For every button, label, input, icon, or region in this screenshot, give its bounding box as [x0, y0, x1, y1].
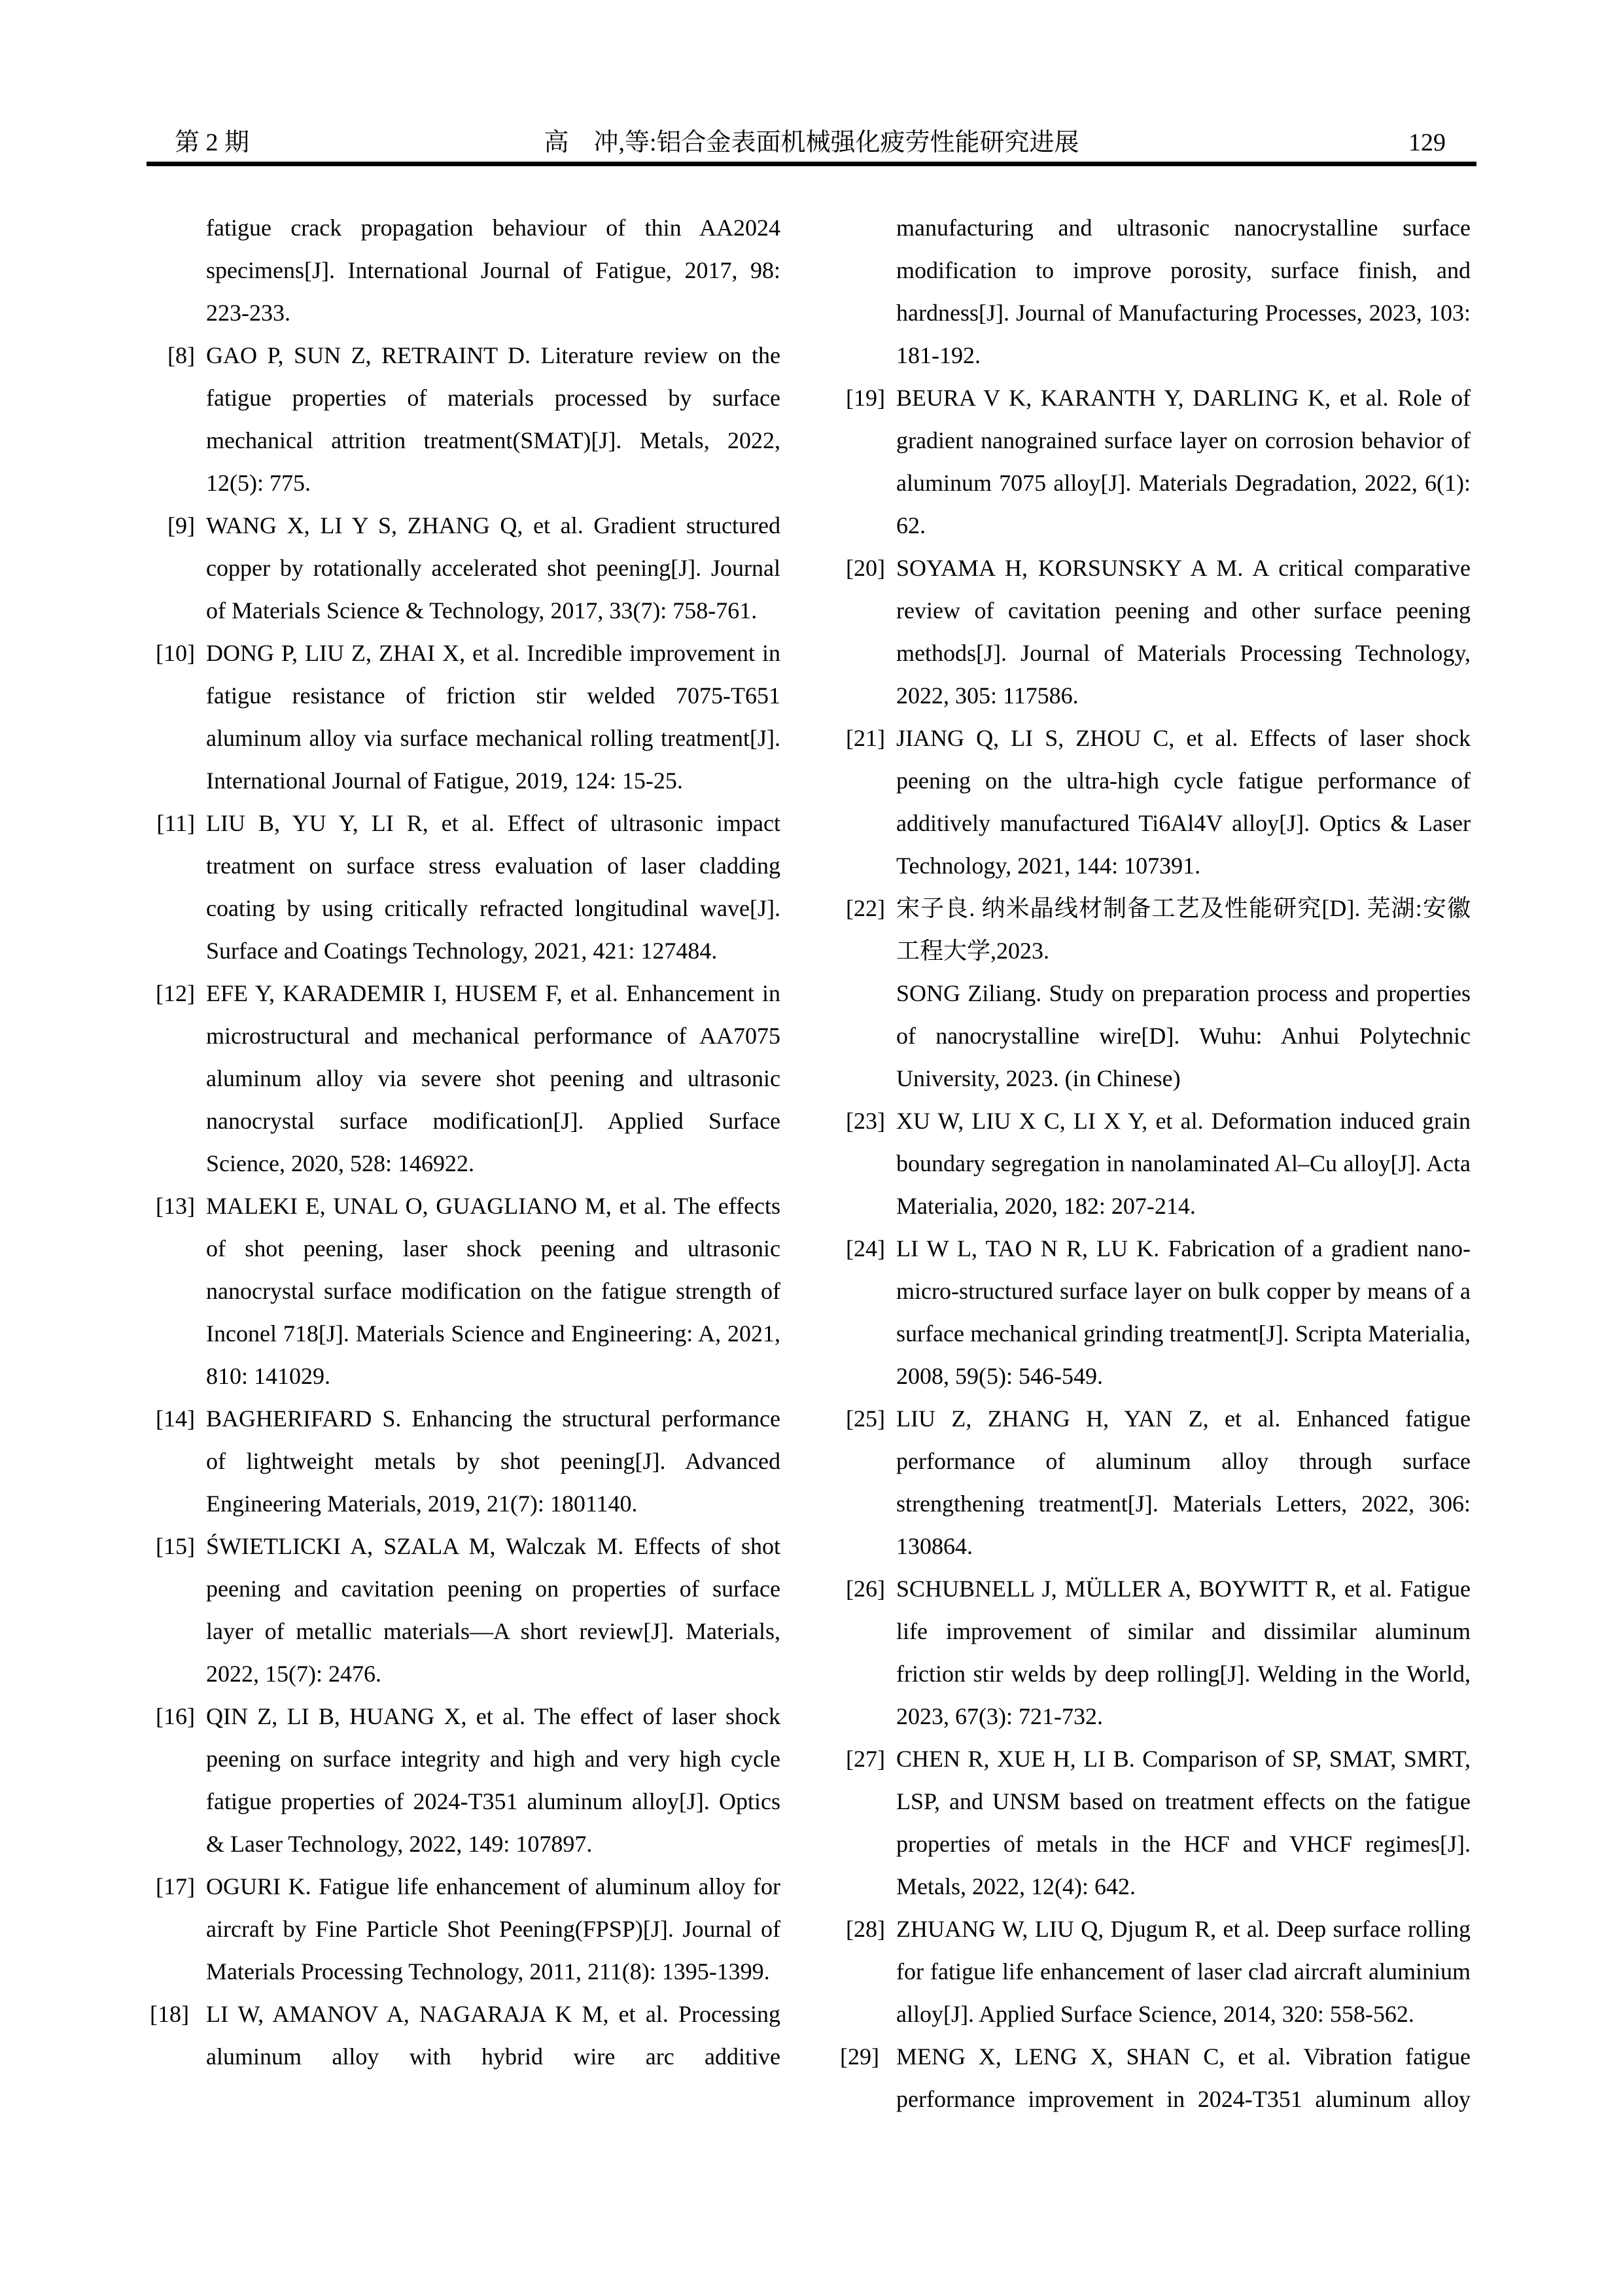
reference-text: ZHUANG W, LIU Q, Djugum R, et al. Deep surface rolling for fatigue life enhancement of laser clad aircraft aluminium alloy[J]. Applied Surface Science, 2014, 320: 558-562. — [896, 1916, 1471, 2027]
reference-number: [9] — [167, 512, 195, 539]
reference-entry — [846, 377, 1471, 547]
reference-entry — [846, 1100, 1471, 1227]
reference-text: OGURI K. Fatigue life enhancement of aluminum alloy for aircraft by Fine Particle Shot Peening(FPSP)[J]. Journal of Materials Processing Technology, 2011, 211(8): 1395-1399. — [206, 1873, 780, 1985]
reference-entry — [156, 1865, 780, 1993]
reference-entry — [156, 632, 780, 802]
reference-text: manufacturing and ultrasonic nanocrystalline surface modification to improve porosity, surface finish, and hardness[J]. Journal of Manufacturing Processes, 2023, 103: 181-192. — [896, 215, 1471, 368]
reference-number: [17] — [156, 1873, 195, 1899]
reference-text: SCHUBNELL J, MÜLLER A, BOYWITT R, et al. Fatigue life improvement of similar and dissimilar aluminum friction stir welds by deep rolling[J]. Welding in the World, 2023, 67(3): 721-732. — [896, 1576, 1471, 1729]
reference-number: [12] — [156, 980, 195, 1006]
reference-entry — [150, 1993, 780, 2078]
running-title: 高 冲,等:铝合金表面机械强化疲劳性能研究进展 — [544, 129, 1079, 156]
reference-text: BAGHERIFARD S. Enhancing the structural performance of lightweight metals by shot peening[J]. Advanced Engineering Materials, 2019, 21(7): 1801140. — [206, 1405, 780, 1517]
reference-entry — [846, 887, 1471, 972]
reference-text: DONG P, LIU Z, ZHAI X, et al. Incredible improvement in fatigue resistance of friction stir welded 7075-T651 aluminum alloy via surface mechanical rolling treatment[J]. International Journal of Fatigue, 2019, 124: 15-25. — [206, 640, 780, 794]
reference-text: CHEN R, XUE H, LI B. Comparison of SP, SMAT, SMRT, LSP, and UNSM based on treatment effects on the fatigue properties of metals in the HCF and VHCF regimes[J]. Metals, 2022, 12(4): 642. — [896, 1746, 1471, 1899]
references-right-column — [840, 207, 1471, 2121]
reference-number: [10] — [156, 640, 195, 666]
reference-text: XU W, LIU X C, LI X Y, et al. Deformation induced grain boundary segregation in nanolaminated Al–Cu alloy[J]. Acta Materialia, 2020, 182: 207-214. — [896, 1108, 1471, 1219]
reference-number: [13] — [156, 1193, 195, 1219]
reference-entry — [156, 1695, 780, 1865]
reference-number: [25] — [846, 1405, 885, 1432]
reference-entry — [156, 1185, 780, 1398]
reference-entry — [206, 207, 780, 334]
reference-text: 宋子良. 纳米晶线材制备工艺及性能研究[D]. 芜湖:安徽工程大学,2023. — [896, 895, 1471, 964]
reference-text: BEURA V K, KARANTH Y, DARLING K, et al. Role of gradient nanograined surface layer on corrosion behavior of aluminum 7075 alloy[J]. Materials Degradation, 2022, 6(1): 62. — [896, 385, 1471, 539]
reference-text: LI W L, TAO N R, LU K. Fabrication of a gradient nano-micro-structured surface layer on bulk copper by means of a surface mechanical grinding treatment[J]. Scripta Materialia, 2008, 59(5): 546-549. — [896, 1235, 1471, 1389]
reference-entry — [846, 717, 1471, 887]
reference-entry — [846, 1398, 1471, 1568]
reference-text: SONG Ziliang. Study on preparation process and properties of nanocrystalline wire[D]. Wuhu: Anhui Polytechnic University, 2023. (in Chinese) — [896, 980, 1471, 1091]
reference-text: JIANG Q, LI S, ZHOU C, et al. Effects of laser shock peening on the ultra-high cycle fatigue performance of additively manufactured Ti6Al4V alloy[J]. Optics & Laser Technology, 2021, 144: 107391. — [896, 725, 1471, 879]
reference-number: [14] — [156, 1405, 195, 1432]
reference-entry-translation — [896, 972, 1471, 1100]
reference-text: LI W, AMANOV A, NAGARAJA K M, et al. Processing aluminum alloy with hybrid wire arc additive — [206, 2001, 780, 2070]
reference-number: [24] — [846, 1235, 885, 1262]
reference-number: [18] — [150, 2001, 189, 2027]
reference-number: [11] — [156, 810, 195, 836]
header-rule — [147, 162, 1476, 166]
reference-text: QIN Z, LI B, HUANG X, et al. The effect of laser shock peening on surface integrity and high and very high cycle fatigue properties of 2024-T351 aluminum alloy[J]. Optics & Laser Technology, 2022, 149: 107897. — [206, 1703, 780, 1857]
reference-number: [28] — [846, 1916, 885, 1942]
reference-entry — [167, 334, 780, 504]
reference-number: [22] — [846, 895, 885, 921]
reference-entry — [846, 1908, 1471, 2036]
reference-entry — [846, 547, 1471, 717]
reference-entry — [846, 1227, 1471, 1398]
issue-label: 第 2 期 — [175, 129, 250, 156]
reference-text: WANG X, LI Y S, ZHANG Q, et al. Gradient structured copper by rotationally accelerated shot peening[J]. Journal of Materials Science & Technology, 2017, 33(7): 758-761. — [206, 512, 780, 624]
references-left-column — [150, 207, 780, 2078]
reference-number: [27] — [846, 1746, 885, 1772]
reference-number: [8] — [167, 342, 195, 368]
reference-entry — [156, 1398, 780, 1525]
reference-number: [23] — [846, 1108, 885, 1134]
reference-entry — [156, 802, 780, 972]
reference-number: [21] — [846, 725, 885, 751]
reference-entry — [156, 1525, 780, 1695]
reference-number: [26] — [846, 1576, 885, 1602]
reference-number: [29] — [840, 2043, 879, 2070]
reference-entry — [156, 972, 780, 1185]
reference-text: GAO P, SUN Z, RETRAINT D. Literature review on the fatigue properties of materials processed by surface mechanical attrition treatment(SMAT)[J]. Metals, 2022, 12(5): 775. — [206, 342, 780, 496]
reference-text: LIU B, YU Y, LI R, et al. Effect of ultrasonic impact treatment on surface stress evaluation of laser cladding coating by using critically refracted longitudinal wave[J]. Surface and Coatings Technology, 2021, 421: 127484. — [206, 810, 780, 964]
reference-text: LIU Z, ZHANG H, YAN Z, et al. Enhanced fatigue performance of aluminum alloy through surface strengthening treatment[J]. Materials Letters, 2022, 306: 130864. — [896, 1405, 1471, 1559]
reference-entry — [167, 504, 780, 632]
reference-text: EFE Y, KARADEMIR I, HUSEM F, et al. Enhancement in microstructural and mechanical performance of AA7075 aluminum alloy via severe shot peening and ultrasonic nanocrystal surface modification[J]. Applied Surface Science, 2020, 528: 146922. — [206, 980, 780, 1176]
reference-text: MALEKI E, UNAL O, GUAGLIANO M, et al. The effects of shot peening, laser shock peening and ultrasonic nanocrystal surface modification on the fatigue strength of Inconel 718[J]. Materials Science and Engineering: A, 2021, 810: 141029. — [206, 1193, 780, 1389]
reference-entry — [896, 207, 1471, 377]
reference-text: SOYAMA H, KORSUNSKY A M. A critical comparative review of cavitation peening and other surface peening methods[J]. Journal of Materials Processing Technology, 2022, 305: 117586. — [896, 555, 1471, 709]
page-number: 129 — [1408, 129, 1446, 156]
reference-number: [15] — [156, 1533, 195, 1559]
reference-number: [16] — [156, 1703, 195, 1729]
reference-text: MENG X, LENG X, SHAN C, et al. Vibration fatigue performance improvement in 2024-T351 aluminum alloy — [896, 2043, 1471, 2112]
reference-entry — [840, 2036, 1471, 2121]
reference-entry — [846, 1568, 1471, 1738]
reference-text: ŚWIETLICKI A, SZALA M, Walczak M. Effects of shot peening and cavitation peening on properties of surface layer of metallic materials—A short review[J]. Materials, 2022, 15(7): 2476. — [206, 1533, 780, 1687]
reference-entry — [846, 1738, 1471, 1908]
reference-number: [19] — [846, 385, 885, 411]
reference-text: fatigue crack propagation behaviour of thin AA2024 specimens[J]. International Journal of Fatigue, 2017, 98: 223-233. — [206, 215, 780, 326]
reference-number: [20] — [846, 555, 885, 581]
